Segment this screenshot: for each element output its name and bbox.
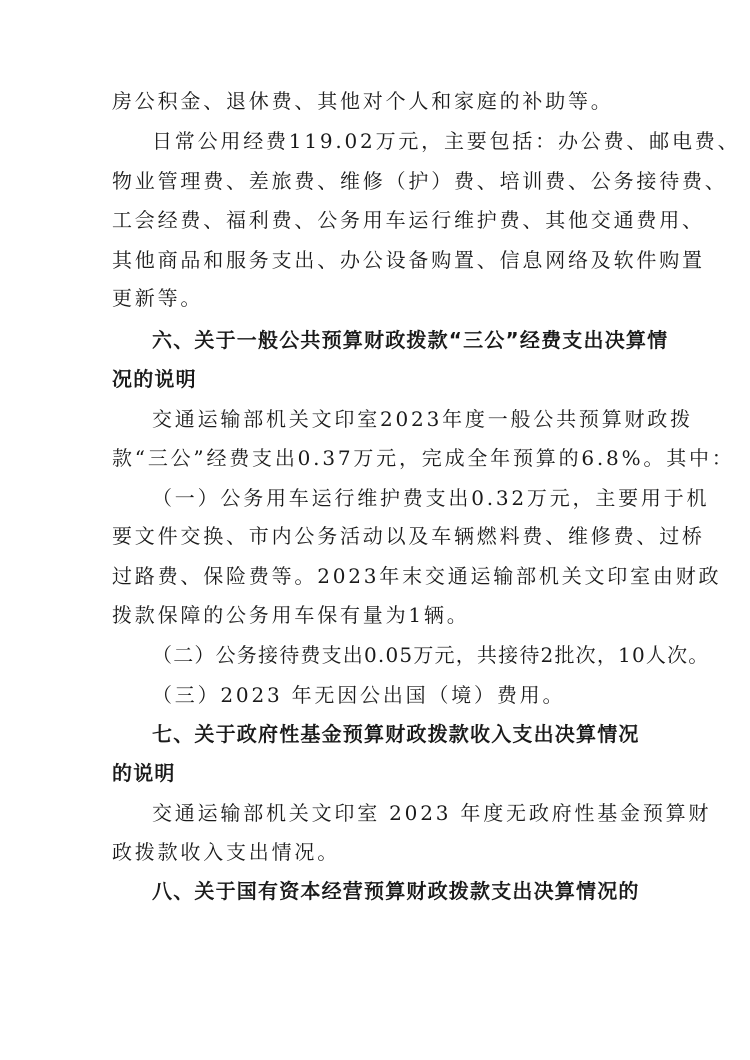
paragraph-line: （一）公务用车运行维护费支出0.32万元，主要用于机 bbox=[152, 486, 710, 510]
paragraph-line: 房公积金、退休费、其他对个人和家庭的补助等。 bbox=[112, 89, 614, 113]
paragraph-line: 交通运输部机关文印室 2023 年度无政府性基金预算财 bbox=[152, 801, 712, 825]
section-heading-6-continued: 况的说明 bbox=[112, 367, 197, 391]
section-heading-7-continued: 的说明 bbox=[112, 761, 176, 785]
paragraph-line: 物业管理费、差旅费、维修（护）费、培训费、公务接待费、 bbox=[112, 169, 728, 193]
paragraph-line: （二）公务接待费支出0.05万元，共接待2批次，10人次。 bbox=[152, 643, 710, 667]
paragraph-line: 政拨款收入支出情况。 bbox=[112, 840, 340, 864]
paragraph-line: （三）2023 年无因公出国（境）费用。 bbox=[152, 683, 566, 707]
paragraph-line: 工会经费、福利费、公务用车运行维护费、其他交通费用、 bbox=[112, 208, 705, 232]
paragraph-line: 款“三公”经费支出0.37万元，完成全年预算的6.8%。其中： bbox=[112, 446, 735, 470]
section-heading-7: 七、关于政府性基金预算财政拨款收入支出决算情况 bbox=[152, 722, 640, 746]
paragraph-line: 其他商品和服务支出、办公设备购置、信息网络及软件购置 bbox=[112, 248, 705, 272]
paragraph-line: 日常公用经费119.02万元，主要包括：办公费、邮电费、 bbox=[152, 129, 741, 153]
section-heading-8: 八、关于国有资本经营预算财政拨款支出决算情况的 bbox=[152, 879, 640, 903]
paragraph-line: 要文件交换、市内公务活动以及车辆燃料费、维修费、过桥 bbox=[112, 524, 705, 548]
paragraph-line: 交通运输部机关文印室2023年度一般公共预算财政拨 bbox=[152, 407, 693, 431]
section-heading-6: 六、关于一般公共预算财政拨款“三公”经费支出决算情 bbox=[152, 328, 669, 352]
paragraph-line: 过路费、保险费等。2023年末交通运输部机关文印室由财政 bbox=[112, 564, 722, 588]
paragraph-line: 拨款保障的公务用车保有量为1辆。 bbox=[112, 603, 470, 627]
paragraph-line: 更新等。 bbox=[112, 286, 204, 310]
